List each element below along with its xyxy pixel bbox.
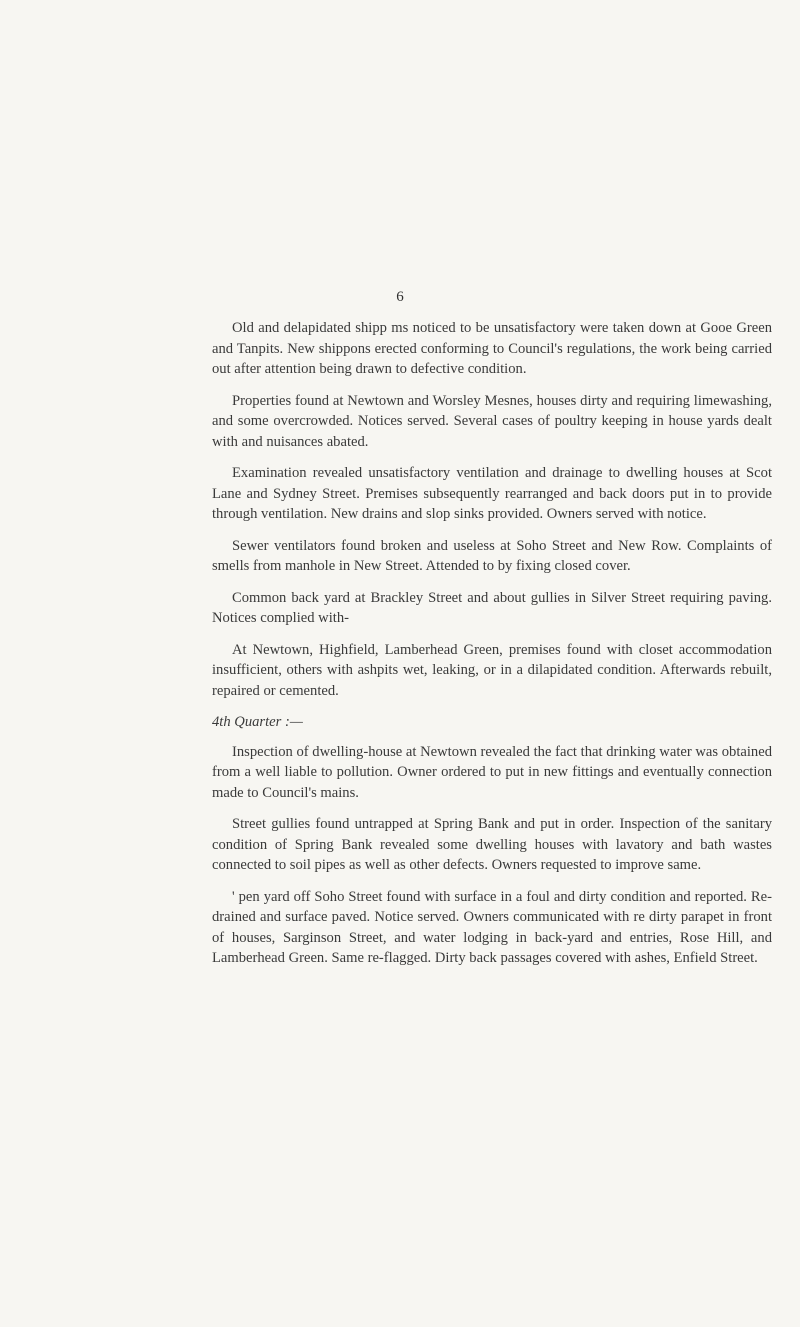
- paragraph-sewer-ventilators: Sewer ventilators found broken and useless at Soho Street and New Row. Complaints of smells from manhole in New Street. Attended to by fixing closed cover.: [212, 537, 772, 574]
- paragraph-newtown-properties: Properties found at Newtown and Worsley Mesnes, houses dirty and requiring limewashing, and some overcrowded. Notices served. Several cases of poultry keeping in house yards dealt with and nuisances abated.: [212, 392, 772, 450]
- paragraph-shippons: Old and delapidated shipp ms noticed to be unsatisfactory were taken down at Gooe Green and Tanpits. New shippons erected conforming to Council's regulations, the work being carried out after attention being drawn to defective condition.: [212, 320, 772, 377]
- paragraph-closet-accommodation: At Newtown, Highfield, Lamberhead Green, premises found with closet accommodation insufficient, others with ashpits wet, leaking, or in a dilapidated condition. Afterwards rebuilt, repaired or cemented.: [212, 641, 772, 699]
- paragraph-back-yard-paving: Common back yard at Brackley Street and about gullies in Silver Street requiring paving. Notices complied with-: [212, 589, 772, 626]
- report-body: [212, 318, 772, 980]
- paragraph-ventilation: Examination revealed unsatisfactory ventilation and drainage to dwelling houses at Scot Lane and Sydney Street. Premises subsequently rearranged and back doors put in to provide through ventilation. New drains and slop sinks provided. Owners served with notice.: [212, 465, 772, 522]
- paragraph-drinking-water: Inspection of dwelling-house at Newtown revealed the fact that drinking water was obtained from a well liable to pollution. Owner ordered to put in new fittings and eventually connection made to Council's mains.: [212, 743, 772, 801]
- paragraph-street-gullies: Street gullies found untrapped at Spring Bank and put in order. Inspection of the sanitary condition of Spring Bank revealed some dwelling houses with lavatory and bath wastes connected to soil pipes as well as other defects. Owners requested to improve same.: [212, 816, 772, 873]
- paragraph-pen-yard: ' pen yard off Soho Street found with surface in a foul and dirty condition and reported. Re-drained and surface paved. Notice served. Owners communicated with re dirty parapet in front of houses, Sarginson Street, and water lodging in back-yard and entries, Rose Hill, and Lamberhead Green. Same re-flagged. Dirty back passages covered with ashes, Enfield Street.: [212, 888, 772, 966]
- section-heading-4th-quarter: 4th Quarter :—: [212, 714, 303, 730]
- page-number: 6: [396, 289, 404, 305]
